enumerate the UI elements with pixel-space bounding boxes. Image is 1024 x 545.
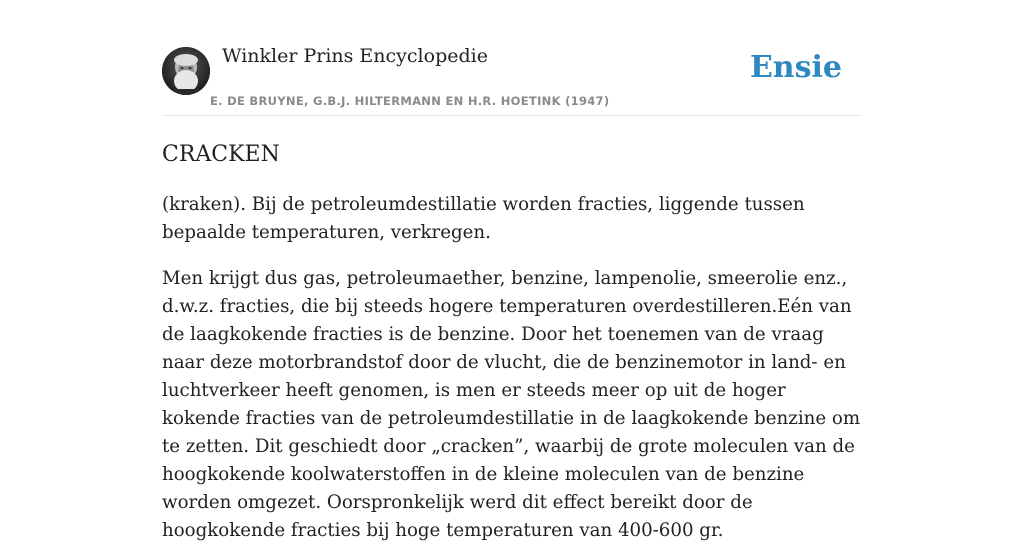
paragraph-2: Men krijgt dus gas, petroleumaether, benzine, lampenolie, smeerolie enz., d.w.z. fracties, die bij steeds hogere temperaturen overdestilleren.Eén van de laagkokende fracties is de benzine. Door het toenemen van de vraag naar deze motorbrandstof door de vlucht, die de benzinemotor in land- en luchtverkeer heeft genomen, is men er steeds meer op uit de hoger kokende fracties van de petroleumdestillatie in de laagkokende benzine om te zetten. Dit geschiedt door „cracken”, waarbij de grote moleculen van de hoogkokende koolwaterstoffen in de kleine moleculen van de benzine worden omgezet. Oorspronkelijk werd dit effect bereikt door de hoogkokende fracties bij hoge temperaturen van 400-600 gr. [162, 268, 861, 541]
header [162, 0, 862, 116]
portrait-avatar-icon[interactable] [162, 47, 210, 95]
authors-line: E. DE BRUYNE, G.B.J. HILTERMANN EN H.R. HOETINK (1947) [210, 94, 610, 108]
entry-title: CRACKEN [162, 142, 280, 167]
source-title[interactable]: Winkler Prins Encyclopedie [222, 45, 488, 67]
brand-logo[interactable]: Ensie [749, 50, 842, 85]
page [162, 0, 862, 545]
paragraph-1: (kraken). Bij de petroleumdestillatie worden fracties, liggende tussen bepaalde temperaturen, verkregen. [162, 194, 805, 243]
